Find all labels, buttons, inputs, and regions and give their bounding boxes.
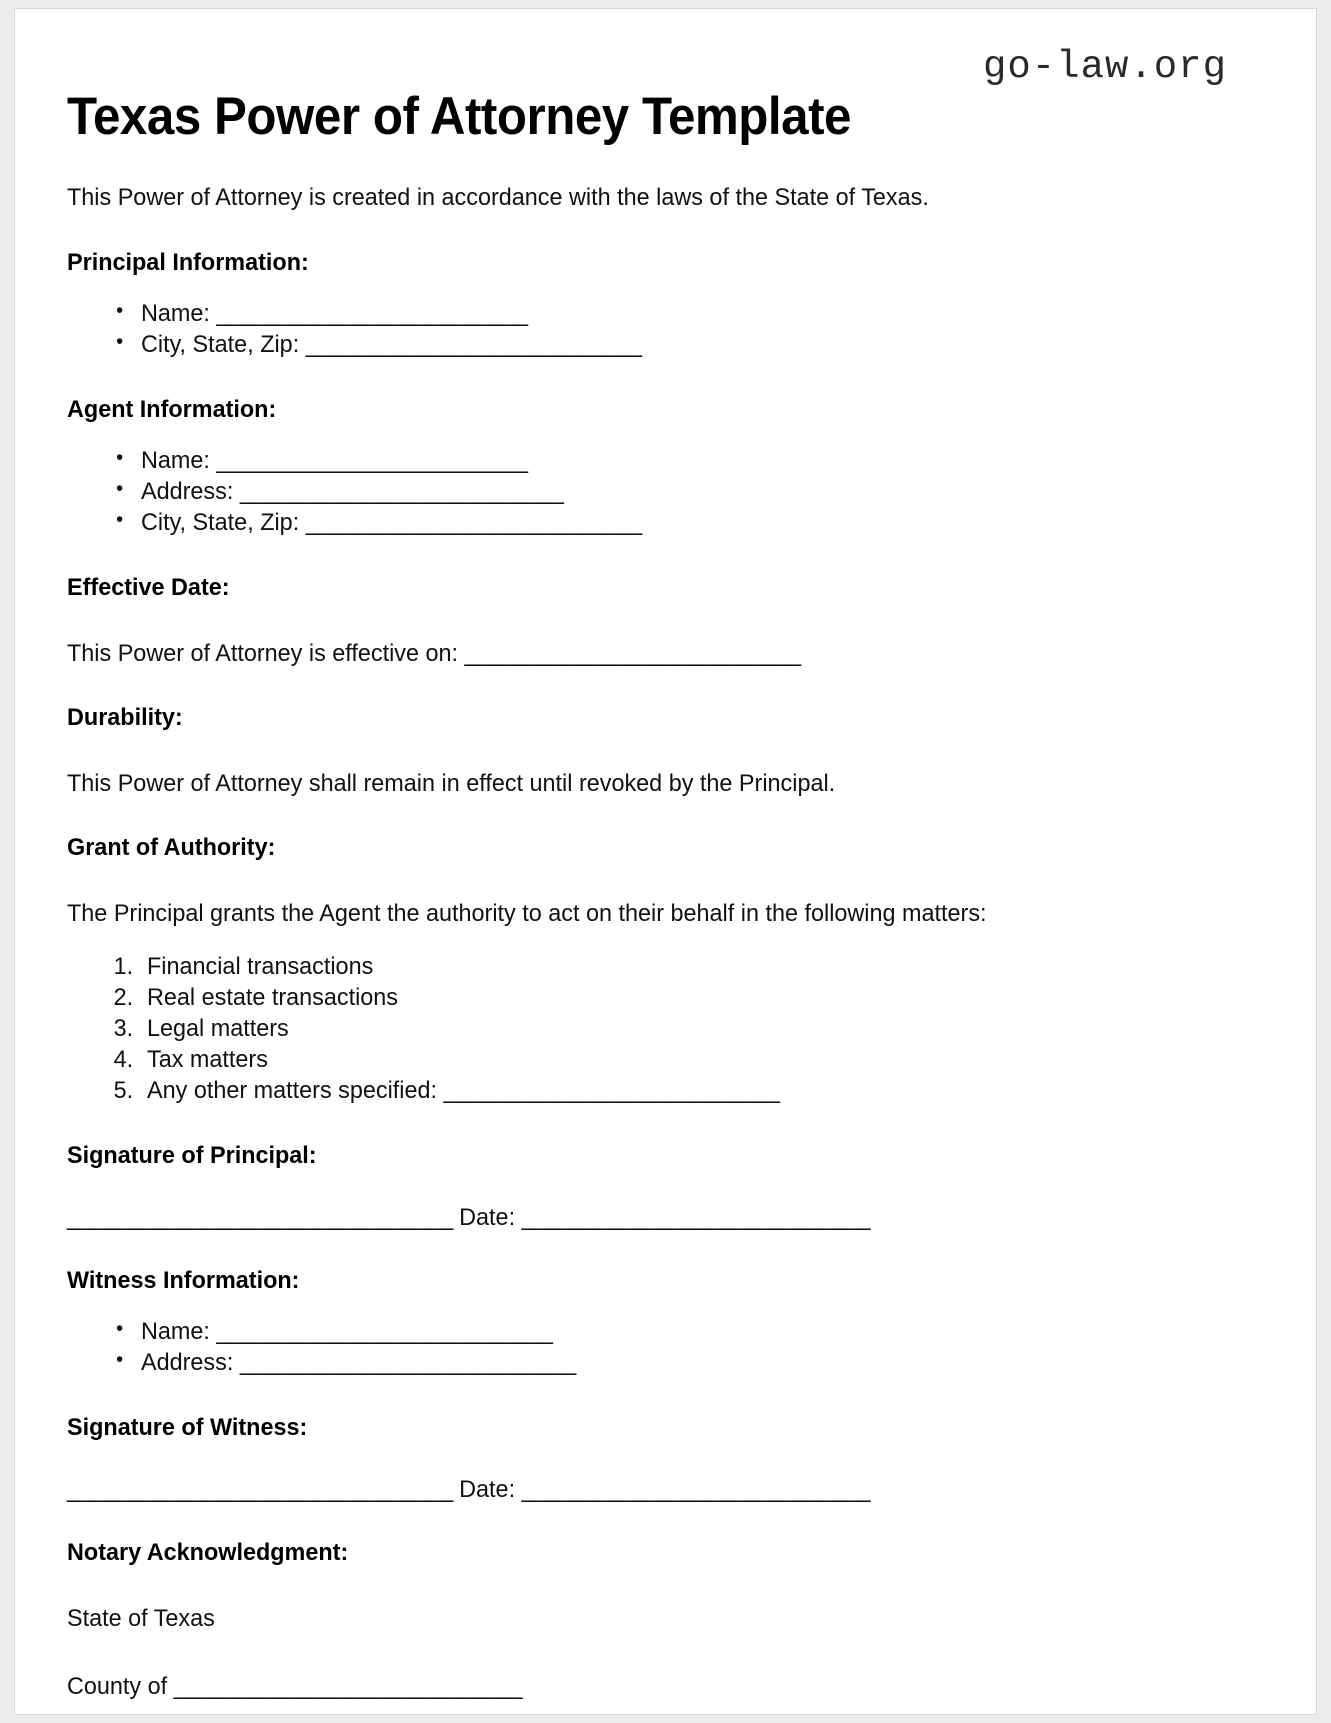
section-heading-effective-date: Effective Date: <box>67 573 230 601</box>
signature-blank[interactable]: _______________________________ <box>67 1203 453 1231</box>
list-item <box>141 446 1178 477</box>
fill-in-blank[interactable]: __________________________ <box>239 477 564 505</box>
field-label: Address: <box>141 1349 234 1377</box>
section-heading-principal-information: Principal Information: <box>67 248 309 276</box>
authority-item-text: Any other matters specified: <box>147 1076 438 1104</box>
fill-in-blank[interactable]: _________________________ <box>216 446 528 474</box>
fill-in-blank[interactable]: ____________________________ <box>173 1672 522 1700</box>
site-watermark: go-law.org <box>982 45 1227 89</box>
witness-information-list <box>67 1317 1227 1379</box>
section-heading-signature-of-witness: Signature of Witness: <box>67 1414 308 1441</box>
list-item <box>141 299 1178 330</box>
section-heading-durability: Durability: <box>67 704 183 731</box>
fill-in-blank[interactable]: ___________________________ <box>216 1318 553 1346</box>
durability-paragraph: This Power of Attorney shall remain in effect until revoked by the Principal. <box>67 770 836 797</box>
list-item <box>141 1317 1178 1348</box>
list-item <box>147 1045 1178 1076</box>
authority-item-text: Financial transactions <box>147 952 374 980</box>
field-label: City, State, Zip: <box>141 330 300 358</box>
county-label: County of <box>67 1672 168 1700</box>
list-item <box>147 952 1178 983</box>
field-label: Name: <box>141 1318 210 1346</box>
fill-in-blank[interactable]: ___________________________ <box>305 330 642 358</box>
field-label: Name: <box>141 299 210 327</box>
field-label: City, State, Zip: <box>141 508 300 536</box>
authority-item-text: Legal matters <box>147 1014 289 1042</box>
fill-in-blank[interactable]: ___________________________ <box>464 639 801 667</box>
principal-signature-row <box>67 1203 1175 1232</box>
date-label: Date: <box>459 1203 516 1231</box>
section-heading-grant-of-authority: Grant of Authority: <box>67 834 276 862</box>
fill-in-blank[interactable]: ___________________________ <box>239 1349 576 1377</box>
section-heading-witness-information: Witness Information: <box>67 1267 300 1295</box>
list-item <box>141 330 1178 361</box>
list-item <box>147 1014 1178 1045</box>
authority-item-text: Tax matters <box>147 1045 268 1073</box>
list-item <box>147 983 1178 1014</box>
grant-of-authority-list <box>67 952 1227 1107</box>
principal-information-list <box>67 299 1227 361</box>
agent-information-list <box>67 446 1227 539</box>
fill-in-blank[interactable]: ___________________________ <box>305 508 642 536</box>
intro-paragraph: This Power of Attorney is created in accordance with the laws of the State of Texas. <box>67 184 929 212</box>
fill-in-blank[interactable]: _________________________ <box>216 299 528 327</box>
notary-county-line <box>67 1671 1175 1702</box>
document-page <box>14 8 1317 1715</box>
list-item <box>141 477 1178 508</box>
list-item <box>147 1076 1178 1107</box>
effective-date-text: This Power of Attorney is effective on: <box>67 639 459 667</box>
page-title: Texas Power of Attorney Template <box>67 87 851 146</box>
document-content <box>67 39 1227 1702</box>
field-label: Name: <box>141 446 210 474</box>
authority-item-text: Real estate transactions <box>147 983 399 1011</box>
signature-blank[interactable]: _______________________________ <box>67 1476 453 1503</box>
notary-state-line: State of Texas <box>67 1605 215 1633</box>
list-item <box>141 508 1178 539</box>
date-blank[interactable]: ____________________________ <box>521 1476 870 1503</box>
effective-date-line <box>67 638 1175 669</box>
section-heading-signature-of-principal: Signature of Principal: <box>67 1141 317 1169</box>
fill-in-blank[interactable]: ___________________________ <box>443 1076 780 1104</box>
section-heading-agent-information: Agent Information: <box>67 395 277 423</box>
witness-signature-row <box>67 1475 1175 1504</box>
date-blank[interactable]: ____________________________ <box>521 1203 870 1231</box>
field-label: Address: <box>141 477 234 505</box>
grant-of-authority-paragraph: The Principal grants the Agent the authority to act on their behalf in the following matters: <box>67 900 987 928</box>
list-item <box>141 1348 1178 1379</box>
date-label: Date: <box>459 1476 516 1503</box>
section-heading-notary-acknowledgment: Notary Acknowledgment: <box>67 1539 349 1567</box>
